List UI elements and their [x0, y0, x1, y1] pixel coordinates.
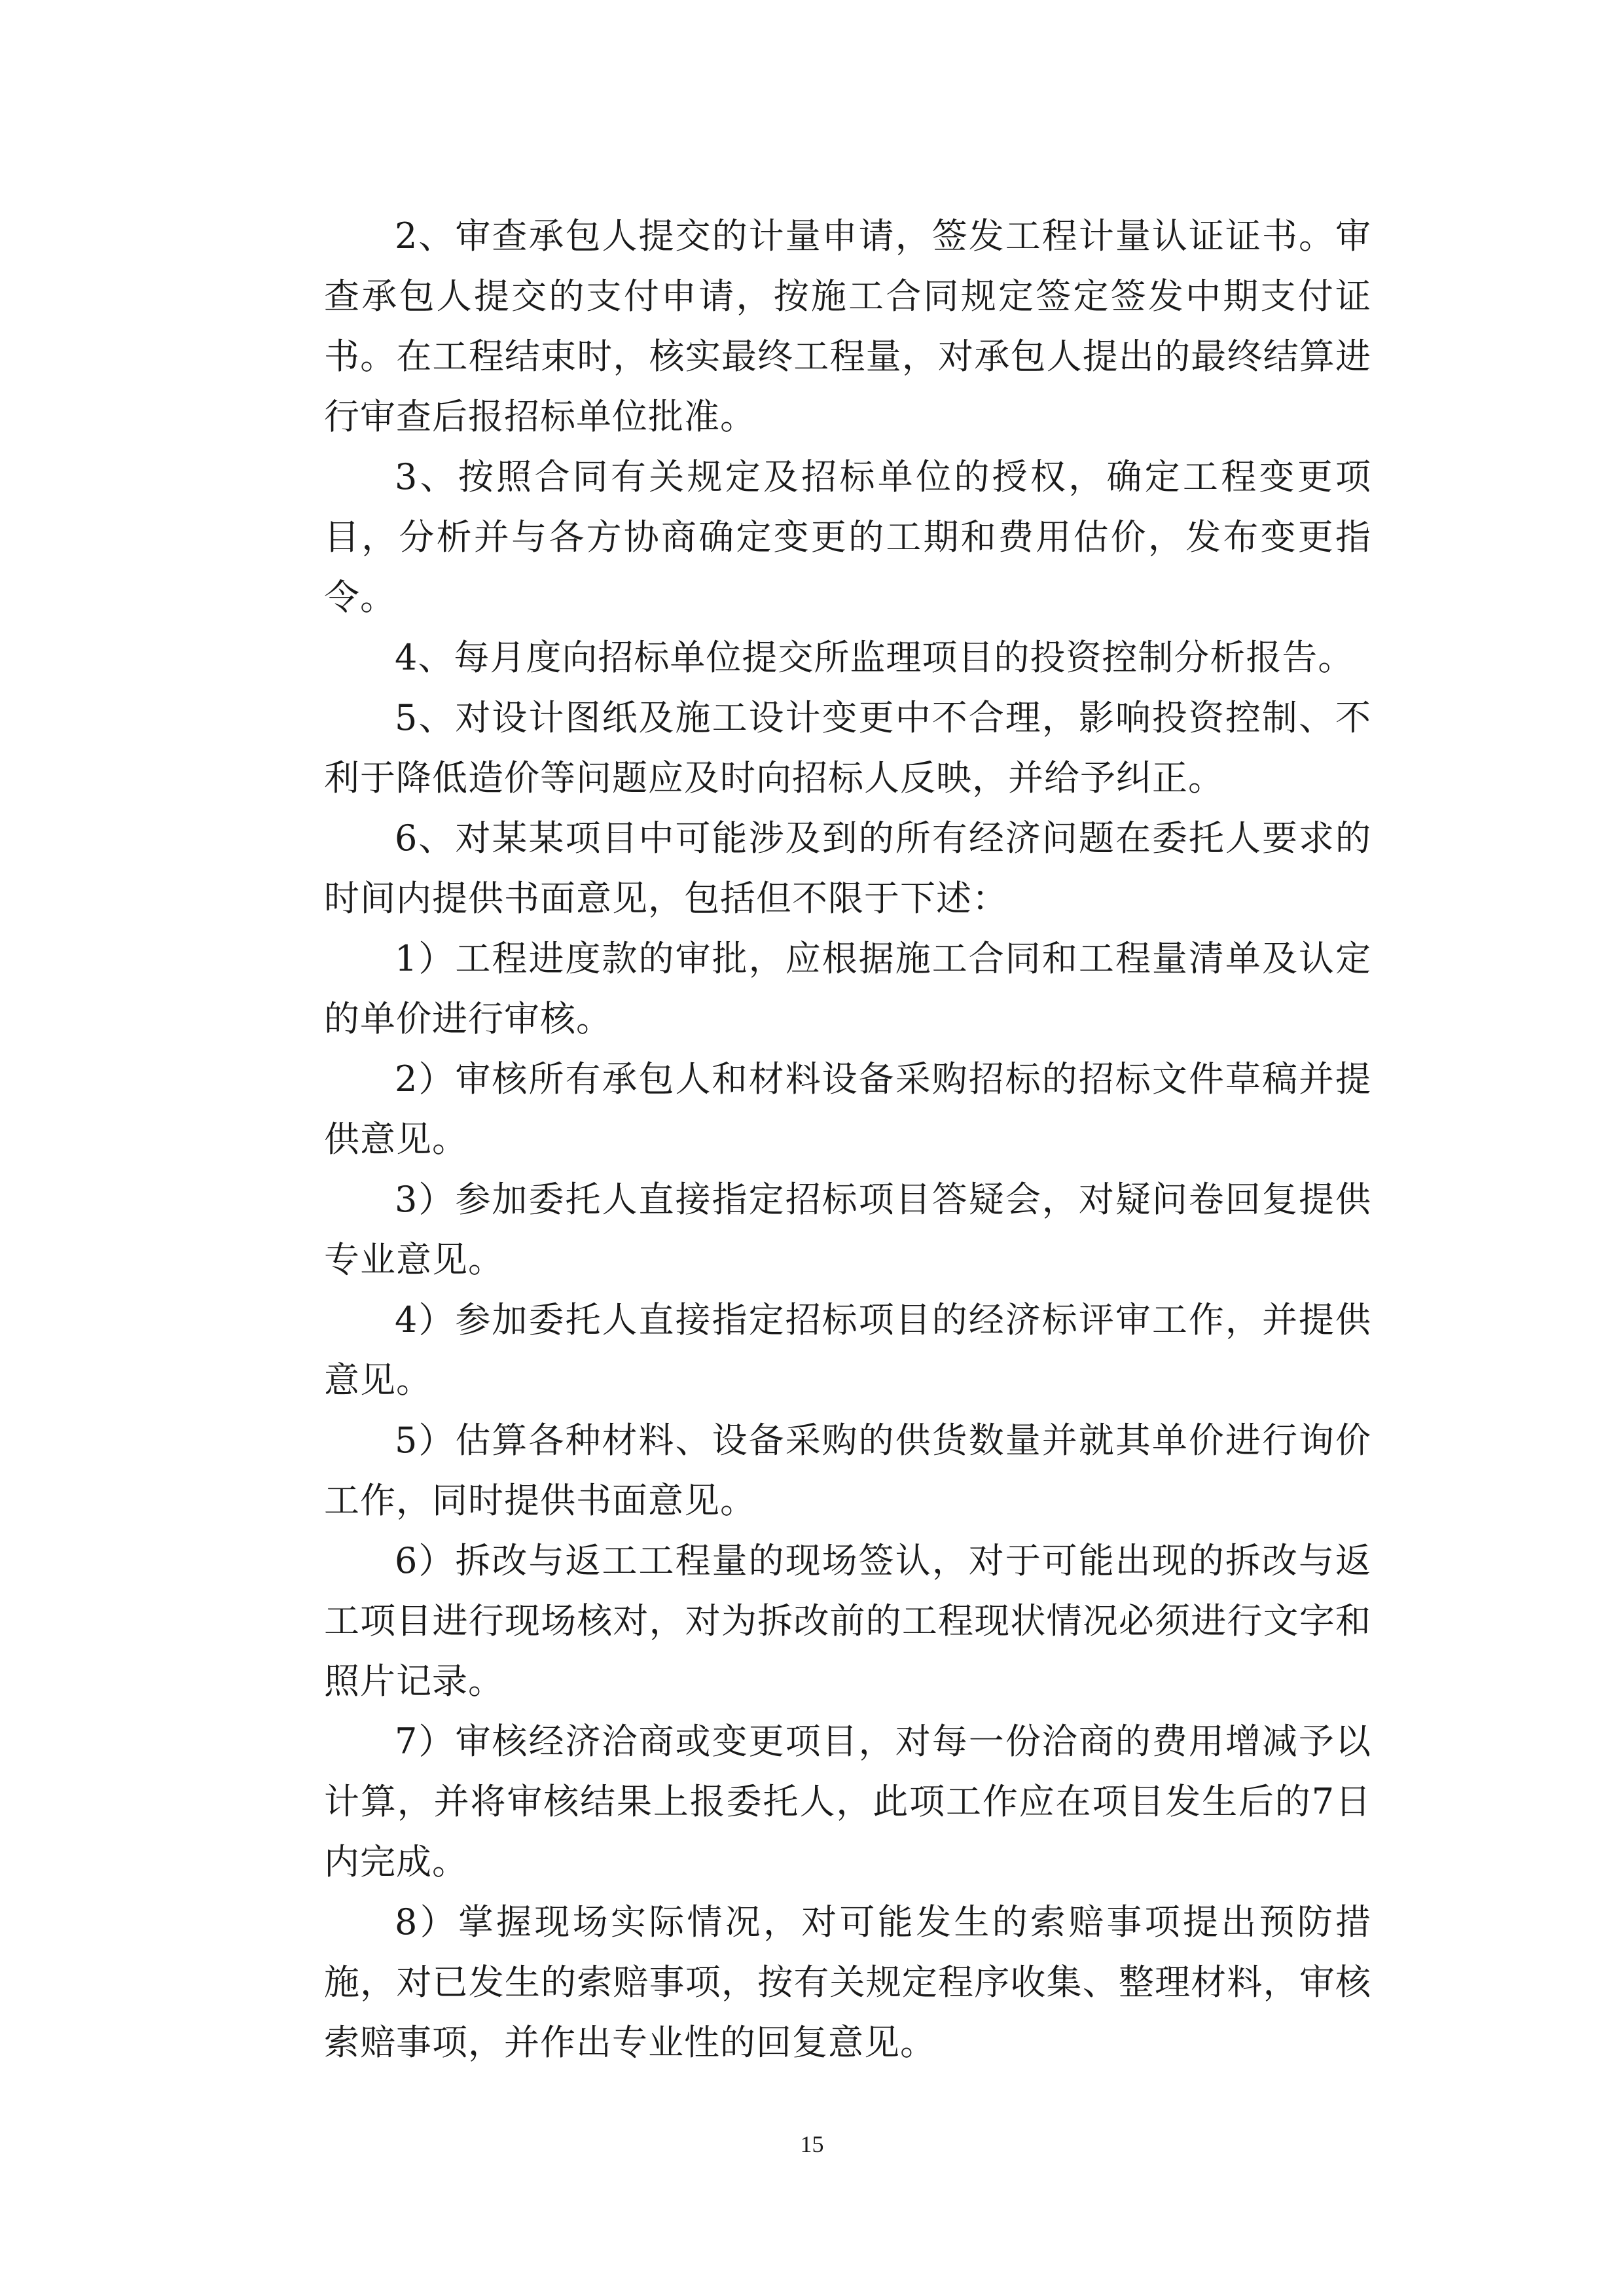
paragraph: 1）工程进度款的审批，应根据施工合同和工程量清单及认定的单价进行审核。 [324, 938, 1371, 1039]
paragraph: 5、对设计图纸及施工设计变更中不合理，影响投资控制、不利于降低造价等问题应及时向招标人反映，并给予纠正。 [324, 697, 1371, 798]
paragraph: 2）审核所有承包人和材料设备采购招标的招标文件草稿并提供意见。 [324, 1058, 1371, 1160]
paragraph: 4）参加委托人直接指定招标项目的经济标评审工作，并提供意见。 [324, 1299, 1371, 1401]
body-text [324, 206, 1371, 2073]
paragraph: 7）审核经济洽商或变更项目，对每一份洽商的费用增减予以计算，并将审核结果上报委托人，此项工作应在项目发生后的7日内完成。 [324, 1721, 1371, 1882]
paragraph: 3、按照合同有关规定及招标单位的授权，确定工程变更项目，分析并与各方协商确定变更的工期和费用估价，发布变更指令。 [324, 456, 1371, 618]
paragraph: 2、审查承包人提交的计量申请，签发工程计量认证证书。审查承包人提交的支付申请，按施工合同规定签定签发中期支付证书。在工程结束时，核实最终工程量，对承包人提出的最终结算进行审查后报招标单位批准。 [324, 215, 1371, 437]
paragraph: 8）掌握现场实际情况，对可能发生的索赔事项提出预防措施，对已发生的索赔事项，按有关规定程序收集、整理材料，审核索赔事项，并作出专业性的回复意见。 [324, 1901, 1371, 2063]
paragraph: 4、每月度向招标单位提交所监理项目的投资控制分析报告。 [395, 637, 1354, 678]
paragraph: 6）拆改与返工工程量的现场签认，对于可能出现的拆改与返工项目进行现场核对，对为拆改前的工程现状情况必须进行文字和照片记录。 [324, 1540, 1371, 1702]
paragraph: 3）参加委托人直接指定招标项目答疑会，对疑问卷回复提供专业意见。 [324, 1179, 1371, 1280]
paragraph: 6、对某某项目中可能涉及到的所有经济问题在委托人要求的时间内提供书面意见，包括但不限于下述： [324, 817, 1371, 919]
page-number: 15 [800, 2131, 824, 2157]
paragraph: 5）估算各种材料、设备采购的供货数量并就其单价进行询价工作，同时提供书面意见。 [324, 1420, 1371, 1521]
